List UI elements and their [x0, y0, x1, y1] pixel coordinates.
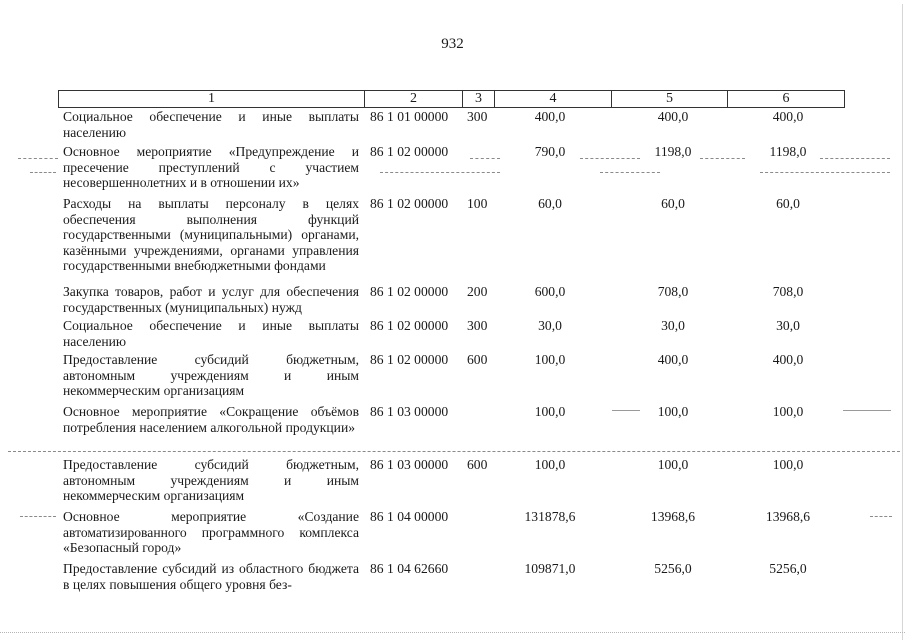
row-description: Предоставление субсидий бюджетным, автономным учреждениям и иным некоммерческим организациям [63, 352, 359, 399]
row-expense-type: 600 [467, 352, 488, 367]
row-value-col5: 60,0 [661, 196, 685, 211]
row-description: Основное мероприятие «Создание автоматизированного программного комплекса «Безопасный город» [63, 509, 359, 556]
row-value-col6: 5256,0 [769, 561, 807, 576]
row-code: 86 1 02 00000 [370, 318, 449, 333]
row-description: Основное мероприятие «Сокращение объёмов потребления населением алкогольной продукции» [63, 404, 359, 435]
row-value-col6: 30,0 [776, 318, 800, 333]
row-value-col5: 30,0 [661, 318, 685, 333]
scan-artifact-line [580, 158, 640, 159]
scan-artifact-line [600, 172, 660, 173]
row-value-col5: 100,0 [657, 404, 689, 419]
row-value-col4: 790,0 [534, 144, 566, 159]
scan-artifact-line [700, 158, 745, 159]
row-code: 86 1 04 62660 [370, 561, 449, 576]
row-code: 86 1 02 00000 [370, 144, 449, 159]
row-expense-type: 600 [467, 457, 488, 472]
row-value-col4: 109871,0 [524, 561, 576, 576]
row-value-col5: 1198,0 [654, 144, 692, 159]
column-header-table [58, 90, 845, 108]
row-value-col6: 400,0 [772, 109, 804, 124]
scan-artifact-line [470, 158, 500, 159]
row-value-col4: 60,0 [538, 196, 562, 211]
row-value-col4: 400,0 [534, 109, 566, 124]
row-code: 86 1 02 00000 [370, 352, 449, 367]
row-value-col5: 100,0 [657, 457, 689, 472]
row-value-col4: 100,0 [534, 352, 566, 367]
row-expense-type: 300 [467, 318, 488, 333]
row-code: 86 1 01 00000 [370, 109, 449, 124]
row-value-col4: 100,0 [534, 457, 566, 472]
scan-artifact-line [380, 172, 500, 173]
row-code: 86 1 03 00000 [370, 457, 449, 472]
row-value-col5: 5256,0 [654, 561, 692, 576]
scan-artifact-line [612, 410, 640, 411]
row-value-col6: 100,0 [772, 457, 804, 472]
row-value-col6: 1198,0 [769, 144, 807, 159]
scan-artifact-line [0, 632, 905, 633]
column-header-5: 5 [612, 91, 728, 108]
row-description: Социальное обеспечение и иные выплаты населению [63, 109, 359, 140]
scan-artifact-line [20, 516, 56, 517]
row-value-col6: 13968,6 [765, 509, 811, 524]
scan-artifact-line [843, 410, 891, 411]
scan-artifact-line [820, 158, 890, 159]
column-header-1: 1 [59, 91, 365, 108]
row-value-col4: 30,0 [538, 318, 562, 333]
row-code: 86 1 02 00000 [370, 284, 449, 299]
column-header-2: 2 [365, 91, 463, 108]
row-value-col6: 708,0 [772, 284, 804, 299]
scan-artifact-line [8, 451, 900, 452]
column-header-4: 4 [495, 91, 612, 108]
row-value-col4: 131878,6 [524, 509, 576, 524]
row-expense-type: 100 [467, 196, 488, 211]
row-expense-type: 200 [467, 284, 488, 299]
row-expense-type: 300 [467, 109, 488, 124]
row-description: Предоставление субсидий из областного бюджета в целях повышения общего уровня без- [63, 561, 359, 592]
row-description: Предоставление субсидий бюджетным, автономным учреждениям и иным некоммерческим организациям [63, 457, 359, 504]
column-header-6: 6 [728, 91, 845, 108]
scan-artifact-line [760, 172, 890, 173]
scan-artifact-line [30, 172, 56, 173]
row-value-col6: 100,0 [772, 404, 804, 419]
row-description: Закупка товаров, работ и услуг для обеспечения государственных (муниципальных) нужд [63, 284, 359, 315]
column-header-3: 3 [463, 91, 495, 108]
scan-artifact-line [18, 158, 58, 159]
scan-artifact-line [870, 516, 892, 517]
row-value-col5: 13968,6 [650, 509, 696, 524]
row-description: Расходы на выплаты персоналу в целях обеспечения выполнения функций государственными (муниципальными) органами, казёнными учреждениями, органами управления государственными внебюджетными фондами [63, 196, 359, 274]
row-code: 86 1 04 00000 [370, 509, 449, 524]
page-number: 932 [441, 36, 464, 52]
row-code: 86 1 03 00000 [370, 404, 449, 419]
row-code: 86 1 02 00000 [370, 196, 449, 211]
row-value-col5: 400,0 [657, 352, 689, 367]
row-description: Социальное обеспечение и иные выплаты населению [63, 318, 359, 349]
row-value-col6: 60,0 [776, 196, 800, 211]
row-value-col5: 400,0 [657, 109, 689, 124]
row-value-col5: 708,0 [657, 284, 689, 299]
column-header-row [59, 91, 845, 108]
row-description: Основное мероприятие «Предупреждение и пресечение преступлений с участием несовершеннолетних и в отношении их» [63, 144, 359, 191]
row-value-col4: 600,0 [534, 284, 566, 299]
row-value-col4: 100,0 [534, 404, 566, 419]
scan-page-edge [902, 4, 903, 640]
row-value-col6: 400,0 [772, 352, 804, 367]
